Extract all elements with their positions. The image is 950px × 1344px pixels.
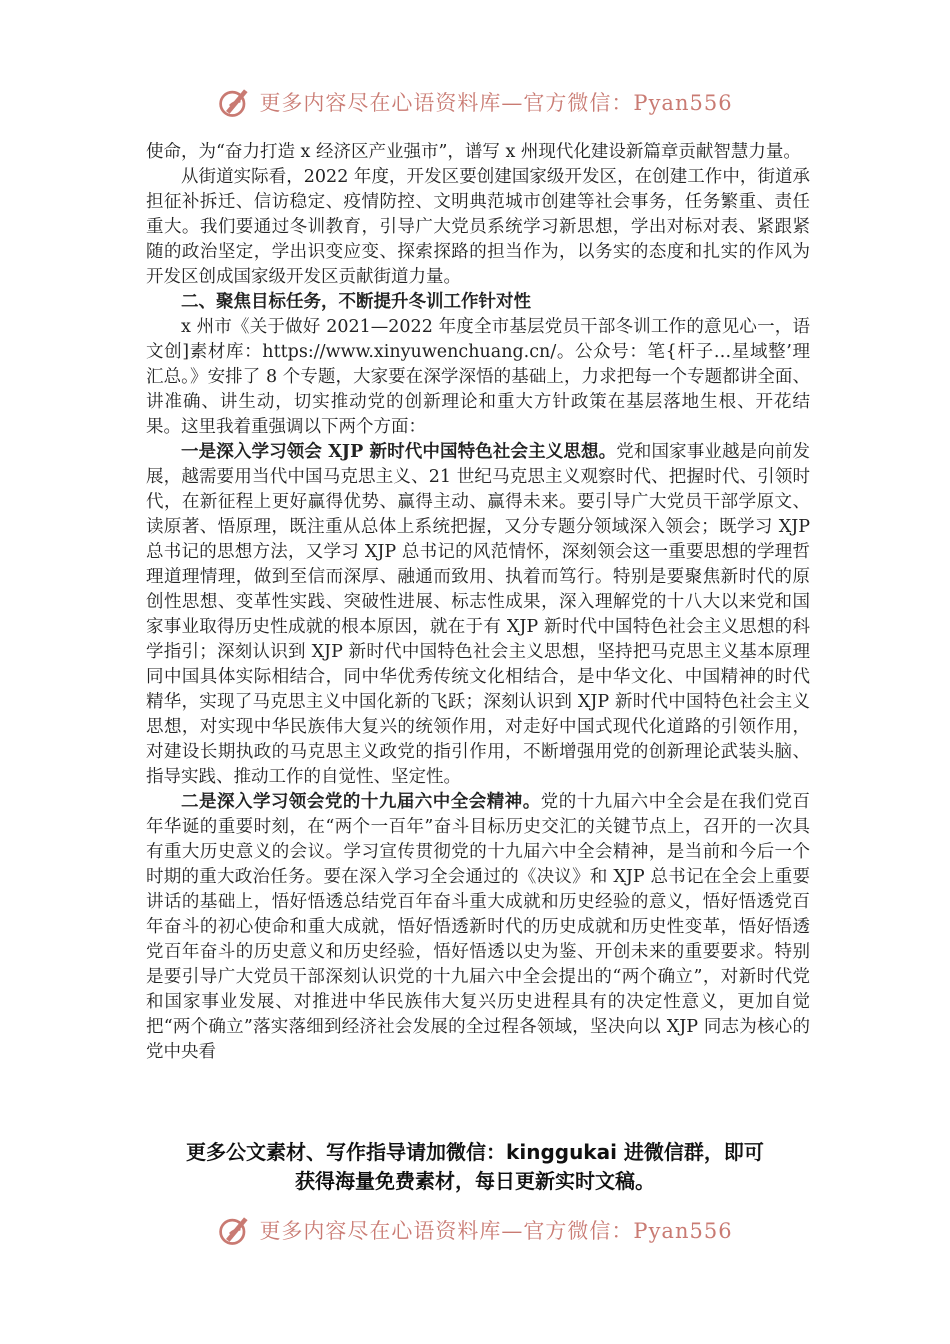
paragraph-lead: 二是深入学习领会党的十九届六中全会精神。 xyxy=(181,792,541,812)
page-footer xyxy=(0,1208,950,1252)
document-body xyxy=(146,140,810,1065)
paragraph: 从街道实际看，2022 年度，开发区要创建国家级开发区，在创建工作中，街道承担征补拆迁、信访稳定、疫情防控、文明典范城市创建等社会事务，任务繁重、责任重大。我们要通过冬训教育，引导广大党员系统学习新思想，学出对标对表、紧跟紧随的政治坚定，学出识变应变、探索探路的担当作为，以务实的态度和扎实的作风为开发区创成国家级开发区贡献街道力量。 xyxy=(146,167,810,287)
paragraph xyxy=(146,440,810,790)
promo-line: 更多公文素材、写作指导请加微信：kinggukai 进微信群，即可 xyxy=(186,1140,764,1164)
paragraph-text: 党和国家事业越是向前发展，越需要用当代中国马克思主义、21 世纪马克思主义观察时代、把握时代、引领时代，在新征程上更好赢得优势、赢得主动、赢得未来。要引导广大党员干部学原文、读原著、悟原理，既注重从总体上系统把握，又分专题分领域深入领会；既学习 XJP 总书记的思想方法，又学习 XJP 总书记的风范情怀，深刻领会这一重要思想的学理哲理道理情理，做到至信而深厚、融通而致用、执着而笃行。特别是要聚焦新时代的原创性思想、变革性实践、突破性进展、标志性成果，深入理解党的十八大以来党和国家事业取得历史性成就的根本原因，就在于有 XJP 新时代中国特色社会主义思想的科学指引；深刻认识到 XJP 新时代中国特色社会主义思想，坚持把马克思主义基本原理同中国具体实际相结合，同中华优秀传统文化相结合，是中华文化、中国精神的时代精华，实现了马克思主义中国化新的飞跃；深刻认识到 XJP 新时代中国特色社会主义思想，对实现中华民族伟大复兴的统领作用，对走好中国式现代化道路的引领作用，对建设长期执政的马克思主义政党的指引作用，不断增强用党的创新理论武装头脑、指导实践、推动工作的自觉性、坚定性。 xyxy=(146,442,810,787)
pen-logo-icon xyxy=(217,84,253,120)
paragraph: x 州市《关于做好 2021—2022 年度全市基层党员干部冬训工作的意见心一，语文创]素材库：https://www.xinyuwenchuang.cn/。公众号：笔{杆子…星域整’理汇总。》安排了 8 个专题，大家要在深学深悟的基础上，力求把每一个专题都讲全面、讲准确、讲生动，切实推动党的创新理论和重大方针政策在基层落地生根、开花结果。这里我着重强调以下两个方面： xyxy=(146,317,810,437)
paragraph-text: 党的十九届六中全会是在我们党百年华诞的重要时刻，在“两个一百年”奋斗目标历史交汇的关键节点上，召开的一次具有重大历史意义的会议。学习宣传贯彻党的十九届六中全会精神，是当前和今后一个时期的重大政治任务。要在深入学习全会通过的《决议》和 XJP 总书记在全会上重要讲话的基础上，悟好悟透总结党百年奋斗重大成就和历史经验的意义，悟好悟透党百年奋斗的初心使命和重大成就，悟好悟透新时代的历史成就和历史性变革，悟好悟透党百年奋斗的历史意义和历史经验，悟好悟透以史为鉴、开创未来的重要要求。特别是要引导广大党员干部深刻认识党的十九届六中全会提出的“两个确立”，对新时代党和国家事业发展、对推进中华民族伟大复兴历史进程具有的决定性意义，更加自觉把“两个确立”落实落细到经济社会发展的全过程各领域，坚决向以 XJP 同志为核心的党中央看 xyxy=(146,792,811,1062)
footer-logo-text: 更多内容尽在心语资料库—官方微信：Pyan556 xyxy=(259,1219,733,1243)
section-heading: 二、聚焦目标任务，不断提升冬训工作针对性 xyxy=(181,292,531,312)
paragraph-lead: 一是深入学习领会 XJP 新时代中国特色社会主义思想。 xyxy=(181,442,617,462)
header-logo-text: 更多内容尽在心语资料库—官方微信：Pyan556 xyxy=(259,91,733,115)
page-header xyxy=(0,80,950,124)
paragraph: 使命，为“奋力打造 x 经济区产业强市”，谱写 x 州现代化建设新篇章贡献智慧力量。 xyxy=(146,142,801,162)
promo-notice xyxy=(120,1138,830,1196)
paragraph xyxy=(146,790,810,1065)
promo-line: 获得海量免费素材，每日更新实时文稿。 xyxy=(295,1169,655,1193)
pen-logo-icon xyxy=(217,1212,253,1248)
